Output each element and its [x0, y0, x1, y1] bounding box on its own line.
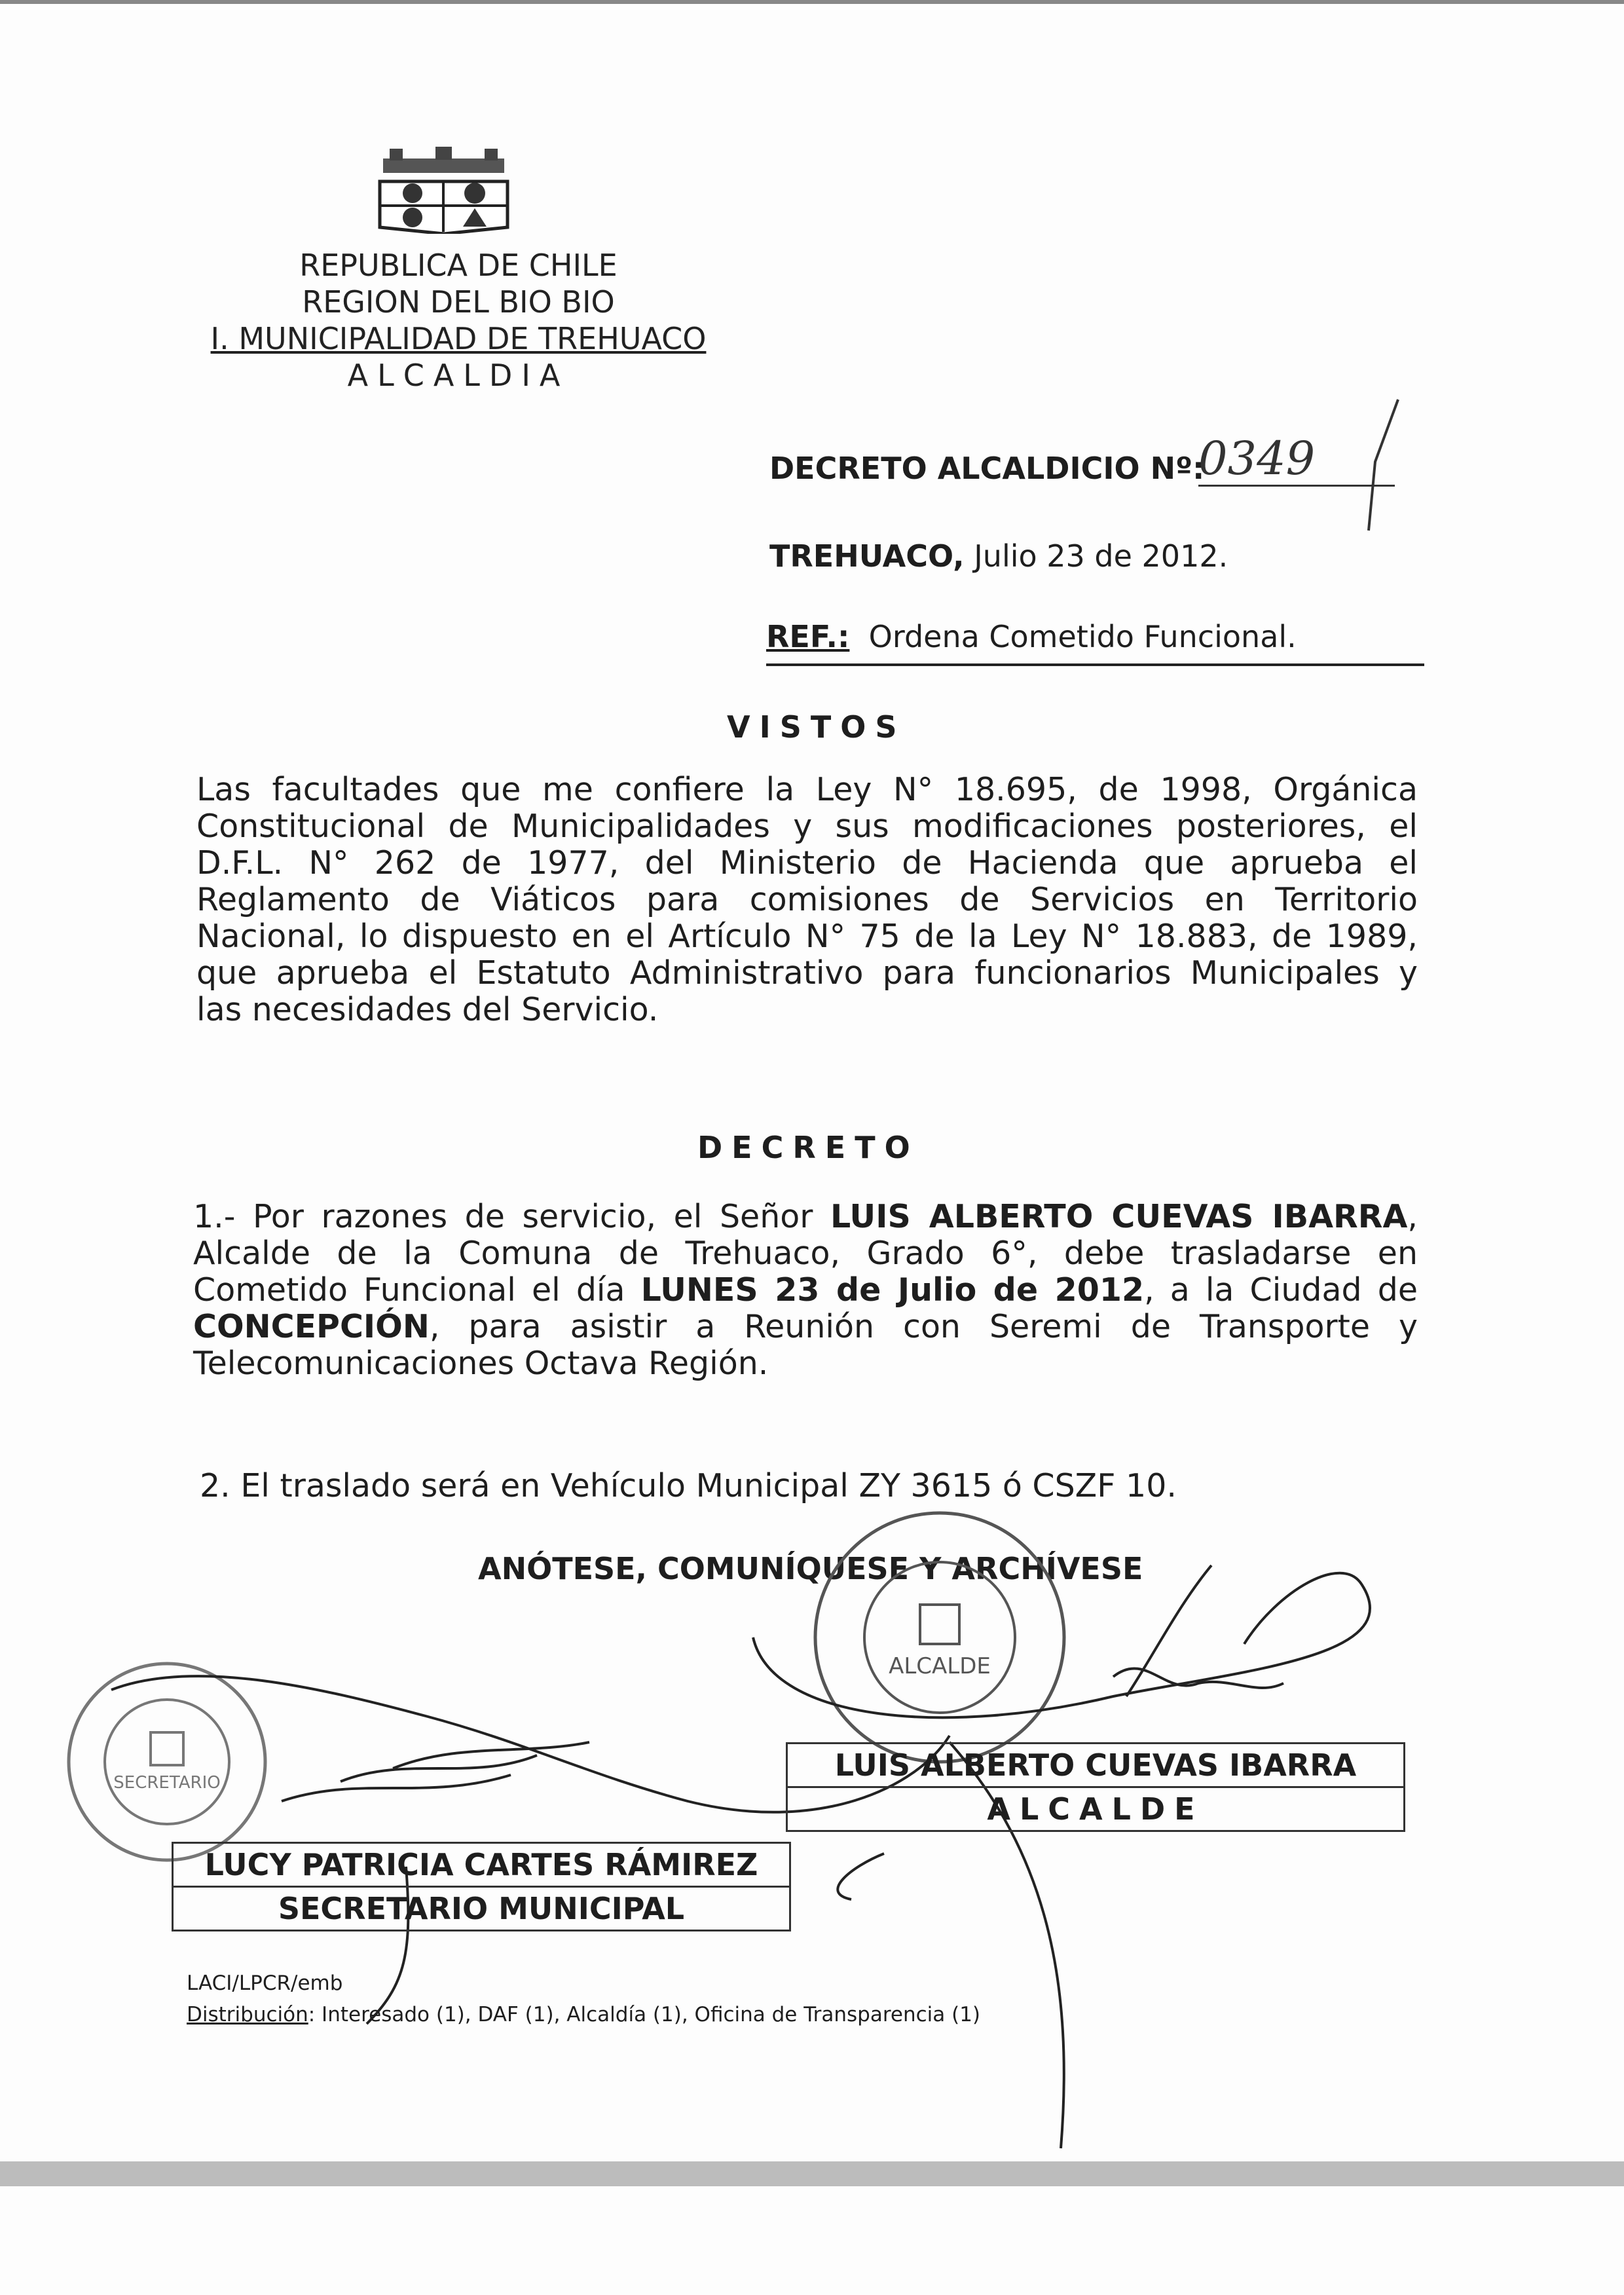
footer-distribution: [187, 2003, 980, 2026]
svg-text:ALCALDE: ALCALDE: [889, 1653, 991, 1679]
ref-text: Ordena Cometido Funcional.: [868, 619, 1297, 654]
header-region: REGION DEL BIO BIO: [302, 284, 615, 320]
footer-initials: LACI/LPCR/emb: [187, 1971, 343, 1995]
distribution-text: : Interesado (1), DAF (1), Alcaldía (1), Oficina de Transparencia (1): [308, 2003, 981, 2026]
p1-city: CONCEPCIÓN: [193, 1308, 430, 1345]
p1-text: ,: [1407, 1198, 1418, 1235]
decree-number-label: DECRETO ALCALDICIO Nº:: [769, 451, 1205, 486]
p1-text: 1.- Por razones de servicio, el Señor: [193, 1198, 830, 1235]
vistos-line: Las facultades que me confiere la Ley N° 18.695, de 1998, Orgánica: [196, 771, 1418, 808]
p1-text: , para asistir a Reunión con Seremi de Transporte y: [429, 1308, 1418, 1345]
handwritten-slash-icon: [1336, 396, 1401, 534]
distribution-label: Distribución: [187, 2003, 308, 2026]
decreto-paragraph-2: 2. El traslado será en Vehículo Municipal ZY 3615 ó CSZF 10.: [200, 1467, 1177, 1504]
reference: [766, 619, 1424, 666]
p1-line: Alcalde de la Comuna de Trehuaco, Grado 6°, debe trasladarse en: [193, 1235, 1418, 1272]
decree-place: TREHUACO,: [769, 538, 965, 574]
decree-number: 0349: [1198, 432, 1395, 487]
vistos-heading: VISTOS: [727, 709, 906, 745]
svg-text:SECRETARIO: SECRETARIO: [113, 1773, 221, 1793]
header-municipality: I. MUNICIPALIDAD DE TREHUACO: [210, 321, 707, 356]
mayor-signature-box: [786, 1742, 1405, 1832]
vistos-line: Constitucional de Municipalidades y sus modificaciones posteriores, el: [196, 808, 1418, 845]
p1-date: LUNES 23 de Julio de 2012: [640, 1271, 1145, 1309]
p1-person-name: LUIS ALBERTO CUEVAS IBARRA: [830, 1198, 1408, 1235]
vistos-line: D.F.L. N° 262 de 1977, del Ministerio de Hacienda que aprueba el: [196, 844, 1418, 882]
closing-formula: ANÓTESE, COMUNÍQUESE Y ARCHÍVESE: [478, 1551, 1143, 1586]
decree-date: Julio 23 de 2012.: [974, 538, 1228, 574]
p1-text: , a la Ciudad de: [1144, 1271, 1418, 1309]
decree-place-date: [769, 538, 1228, 574]
secretary-title: SECRETARIO MUNICIPAL: [174, 1886, 789, 1930]
vistos-line: las necesidades del Servicio.: [196, 991, 659, 1028]
vistos-line: Nacional, lo dispuesto en el Artículo N° 75 de la Ley N° 18.883, de 1989,: [196, 918, 1418, 955]
p1-text: Cometido Funcional el día: [193, 1271, 641, 1309]
municipal-coat-of-arms-icon: [377, 145, 511, 234]
secretary-signature-box: [172, 1842, 791, 1931]
scan-edge-band: [0, 2161, 1624, 2186]
decreto-paragraph-1: [193, 1199, 1418, 1382]
header-alcaldia: ALCALDIA: [347, 358, 570, 393]
vistos-paragraph: [196, 772, 1418, 1028]
p1-line: Telecomunicaciones Octava Región.: [193, 1345, 769, 1382]
mayor-title: ALCALDE: [788, 1786, 1403, 1830]
decreto-heading: DECRETO: [697, 1130, 919, 1165]
mayor-name: LUIS ALBERTO CUEVAS IBARRA: [834, 1747, 1357, 1783]
secretary-name: LUCY PATRICIA CARTES RÁMIREZ: [204, 1847, 758, 1882]
header-republic: REPUBLICA DE CHILE: [299, 248, 618, 283]
vistos-line: Reglamento de Viáticos para comisiones de Servicios en Territorio: [196, 881, 1418, 918]
scan-top-edge: [0, 0, 1624, 4]
vistos-line: que aprueba el Estatuto Administrativo para funcionarios Municipales y: [196, 954, 1418, 992]
ref-label: REF.:: [766, 619, 850, 654]
